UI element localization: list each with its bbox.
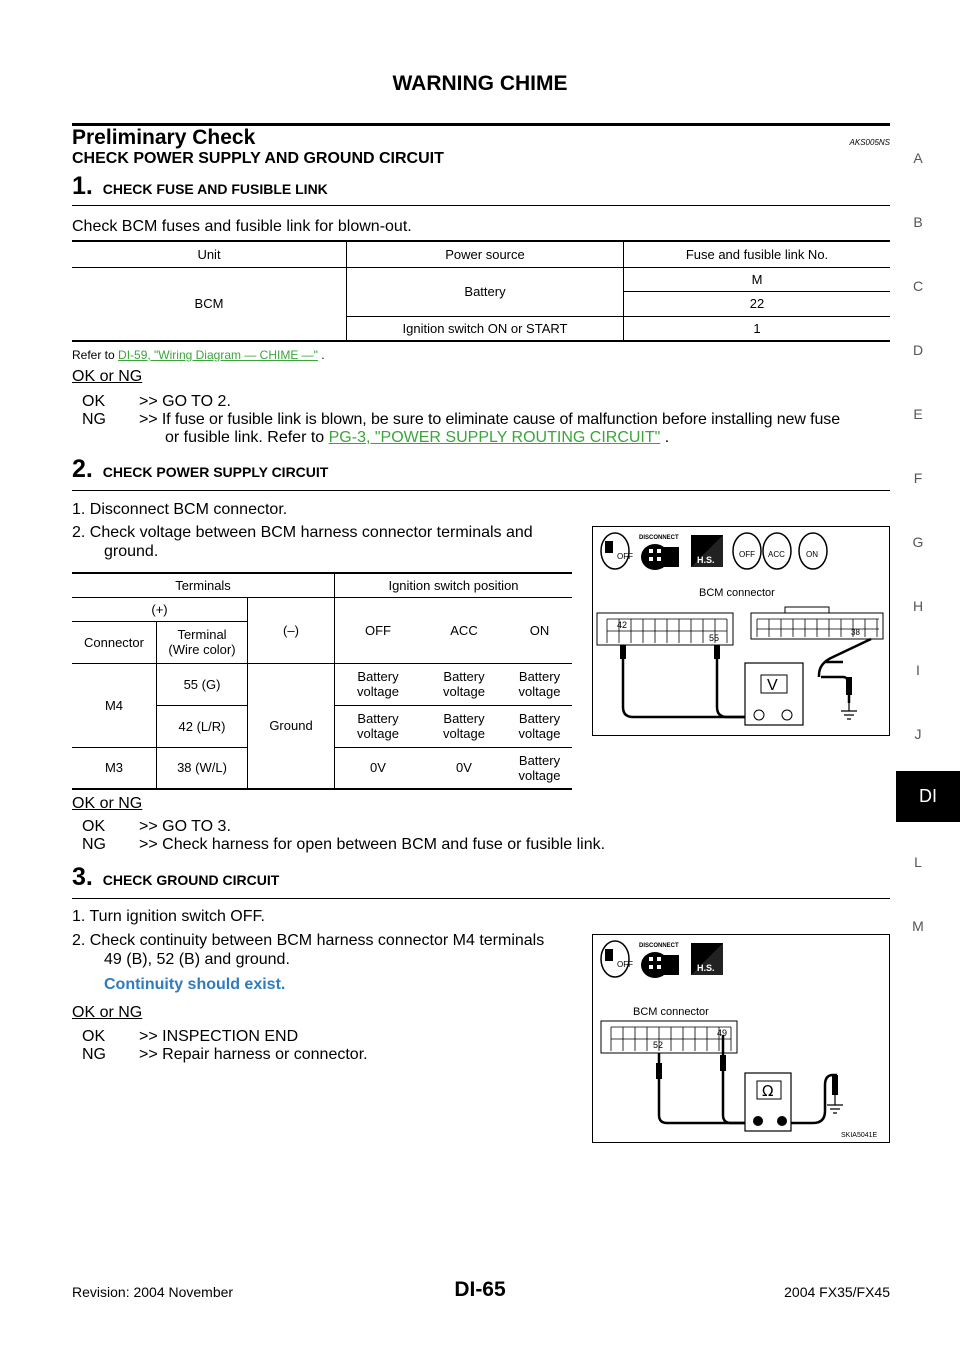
voltage-check-figure <box>592 526 890 736</box>
bv2: voltage <box>357 726 399 741</box>
row-55-off <box>335 663 422 705</box>
ng-suffix: . <box>660 429 670 446</box>
step-2-number: 2. <box>72 455 93 483</box>
refer-wiring-diagram-link[interactable]: DI-59, "Wiring Diagram — CHIME —" <box>118 348 318 362</box>
step-3-number: 3. <box>72 863 93 891</box>
step-3-ok-label: OK <box>82 1028 106 1045</box>
fuse-table-header-unit: Unit <box>72 241 347 267</box>
wire-color-label: (Wire color) <box>168 642 236 657</box>
step-1-heading <box>72 172 328 201</box>
bcm-connector <box>601 1021 737 1053</box>
side-tab-f[interactable]: F <box>913 470 923 486</box>
fuse-table-header-fuse: Fuse and fusible link No. <box>685 246 829 262</box>
voltage-table-acc: ACC <box>450 622 478 638</box>
row-38-terminal: 38 (W/L) <box>157 747 248 789</box>
key-acc-label: ACC <box>768 550 785 559</box>
fuse-table-battery: Battery <box>347 267 624 316</box>
row-55-acc <box>421 663 507 705</box>
fuse-table-fuse-22: 22 <box>749 296 765 311</box>
bv1: Battery <box>443 669 485 684</box>
section-code: AKS005NS <box>849 138 890 147</box>
hs-icon <box>691 943 723 975</box>
side-tab-a[interactable]: A <box>913 150 923 166</box>
step-1-ok-label: OK <box>82 393 106 410</box>
bv1: Battery <box>357 711 399 726</box>
voltage-table-ignition: Ignition switch position <box>388 577 519 593</box>
step-1-text: Check BCM fuses and fusible link for blown-out. <box>72 218 412 235</box>
step-1-ng-text2 <box>165 428 669 447</box>
ground-symbol <box>821 677 857 719</box>
footer-model: 2004 FX35/FX45 <box>784 1284 890 1300</box>
refer-prefix: Refer to <box>72 348 119 362</box>
power-supply-routing-link[interactable]: PG-3, "POWER SUPPLY ROUTING CIRCUIT" <box>328 429 661 446</box>
row-38-on <box>507 747 572 789</box>
step-3-heading <box>72 863 279 892</box>
side-tab-d[interactable]: D <box>912 342 924 358</box>
pin-49-label: 49 <box>717 1028 728 1038</box>
voltage-table-connector: Connector <box>72 621 157 663</box>
bv2: voltage <box>357 684 399 699</box>
row-ground: Ground <box>248 663 335 789</box>
section-title: Preliminary Check <box>72 126 256 149</box>
step-2-heading <box>72 455 328 484</box>
bv1: Battery <box>357 669 399 684</box>
disconnect-label: DISCONNECT <box>639 535 679 541</box>
key-on-label: ON <box>806 550 818 559</box>
disconnect-icon <box>639 535 679 570</box>
step-1-rule <box>72 205 890 206</box>
step-3-rule <box>72 898 890 899</box>
page-header-title: WARNING CHIME <box>392 72 568 95</box>
step-2-ng-text: >> Check harness for open between BCM and fuse or fusible link. <box>139 836 606 853</box>
key-off-label: OFF <box>617 552 633 561</box>
disconnect-label: DISCONNECT <box>639 943 679 949</box>
ground-symbol <box>827 1075 843 1113</box>
probe-55 <box>714 645 720 659</box>
step-1-refer <box>72 348 325 362</box>
fuse-table-header-power: Power source <box>347 241 624 267</box>
key-off-icon <box>601 533 633 569</box>
bcm-connector-label: BCM connector <box>699 587 775 599</box>
row-m3-connector: M3 <box>72 747 157 789</box>
step-3-ng-label: NG <box>82 1046 106 1063</box>
voltage-table-minus: (–) <box>248 597 335 663</box>
step-1-number: 1. <box>72 172 93 200</box>
side-tab-i[interactable]: I <box>916 662 920 678</box>
step-2-title: CHECK POWER SUPPLY CIRCUIT <box>102 464 329 480</box>
step-2-ok-label: OK <box>82 818 106 835</box>
fuse-table-fuse-m: M <box>751 271 763 287</box>
bcm-connector-right <box>751 607 883 639</box>
step-1-ok-text: >> GO TO 2. <box>139 393 231 410</box>
voltage-table-terminals: Terminals <box>72 573 335 597</box>
step-2-rule <box>72 490 890 491</box>
side-tab-j[interactable]: J <box>914 726 922 742</box>
voltage-table-on: ON <box>529 622 550 638</box>
terminal-label: Terminal <box>177 627 227 642</box>
fuse-table-ignition: Ignition switch ON or START <box>347 316 624 341</box>
bv1: Battery <box>518 752 561 768</box>
pin-55-label: 55 <box>709 633 720 643</box>
bcm-connector-label: BCM connector <box>633 1006 709 1018</box>
probe-52 <box>656 1063 662 1079</box>
step-3-okng: OK or NG <box>72 1004 143 1021</box>
continuity-check-figure <box>592 934 890 1143</box>
row-38-acc: 0V <box>456 760 472 776</box>
section-subtitle: CHECK POWER SUPPLY AND GROUND CIRCUIT <box>72 150 444 167</box>
voltage-check-diagram <box>593 527 889 735</box>
ohmmeter-icon <box>745 1073 791 1131</box>
row-55-terminal: 55 (G) <box>157 663 248 705</box>
step-3-ok-text: >> INSPECTION END <box>139 1028 299 1045</box>
row-42-on <box>507 705 572 747</box>
step-3-title: CHECK GROUND CIRCUIT <box>102 872 280 888</box>
step-2-okng: OK or NG <box>72 795 143 812</box>
step-2-item-2b: ground. <box>104 543 159 560</box>
row-m4-connector: M4 <box>72 663 157 747</box>
step-2-item-2a: 2. Check voltage between BCM harness connector terminals and <box>72 524 533 541</box>
step-3-item-2b: 49 (B), 52 (B) and ground. <box>104 951 290 968</box>
side-tab-h[interactable]: H <box>912 598 924 614</box>
bv2: voltage <box>518 726 561 741</box>
footer-revision: Revision: 2004 November <box>72 1284 234 1300</box>
side-tab-g[interactable]: G <box>912 534 924 550</box>
bv1: Battery <box>518 711 561 726</box>
fuse-table-unit-bcm: BCM <box>72 267 347 341</box>
step-3-ng-text: >> Repair harness or connector. <box>139 1046 368 1063</box>
pin-52-label: 52 <box>653 1040 664 1050</box>
side-tab-di-active[interactable]: DI <box>896 771 960 822</box>
probe-42 <box>620 645 626 659</box>
key-off2-label: OFF <box>739 550 755 559</box>
key-positions-icon <box>733 533 827 569</box>
pin-38-label: 38 <box>851 628 860 637</box>
side-tab-b[interactable]: B <box>913 214 923 230</box>
voltmeter-icon <box>745 663 803 725</box>
continuity-check-diagram <box>593 935 889 1142</box>
row-38-off: 0V <box>370 760 386 776</box>
voltage-table-plus: (+) <box>72 597 248 621</box>
voltage-table-off: OFF <box>365 622 391 638</box>
step-2-ok-text: >> GO TO 3. <box>139 818 231 835</box>
ohmmeter-symbol: Ω <box>762 1082 774 1100</box>
step-1-title: CHECK FUSE AND FUSIBLE LINK <box>102 181 328 197</box>
bv2: voltage <box>518 767 561 783</box>
refer-suffix: . <box>317 348 325 362</box>
probe-49 <box>720 1055 726 1071</box>
row-42-acc <box>421 705 507 747</box>
bv1: Battery <box>443 711 485 726</box>
key-off-label: OFF <box>617 960 633 969</box>
step-3-item-2a: 2. Check continuity between BCM harness connector M4 terminals <box>72 932 545 949</box>
bcm-connector-left <box>597 613 733 645</box>
hs-label: H.S. <box>697 963 715 973</box>
step-3-item-1: 1. Turn ignition switch OFF. <box>72 908 265 925</box>
ng-text2: or fusible link. Refer to <box>165 429 329 446</box>
bv2: voltage <box>518 684 561 699</box>
row-42-terminal: 42 (L/R) <box>157 705 248 747</box>
disconnect-icon <box>639 943 679 978</box>
step-2-ng-label: NG <box>82 836 106 853</box>
side-tab-m[interactable]: M <box>912 918 924 934</box>
step-1-ng-text: >> If fuse or fusible link is blown, be sure to eliminate cause of malfunction before installing new fuse <box>139 411 841 428</box>
fuse-table-fuse-1: 1 <box>753 320 761 336</box>
bv2: voltage <box>443 684 485 699</box>
bv1: Battery <box>518 669 561 684</box>
pin-42-label: 42 <box>617 620 628 630</box>
footer-page-number: DI-65 <box>454 1278 506 1301</box>
side-tab-e[interactable]: E <box>913 406 923 422</box>
hs-label: H.S. <box>697 555 715 565</box>
voltmeter-symbol: V <box>767 677 778 694</box>
step-1-ng-label: NG <box>82 411 106 428</box>
side-tab-c[interactable]: C <box>912 278 924 294</box>
row-55-on <box>507 663 572 705</box>
bv2: voltage <box>443 726 485 741</box>
figure-code: SKIA5041E <box>841 1132 878 1139</box>
voltage-table <box>72 572 572 790</box>
hs-icon <box>691 535 723 567</box>
continuity-note: Continuity should exist. <box>104 976 286 993</box>
side-tab-l[interactable]: L <box>914 854 922 870</box>
key-off-icon <box>601 941 633 977</box>
step-2-item-1: 1. Disconnect BCM connector. <box>72 501 288 518</box>
voltage-table-terminal <box>157 621 248 663</box>
row-42-off <box>335 705 422 747</box>
step-1-okng: OK or NG <box>72 368 143 385</box>
fuse-table <box>72 240 890 342</box>
